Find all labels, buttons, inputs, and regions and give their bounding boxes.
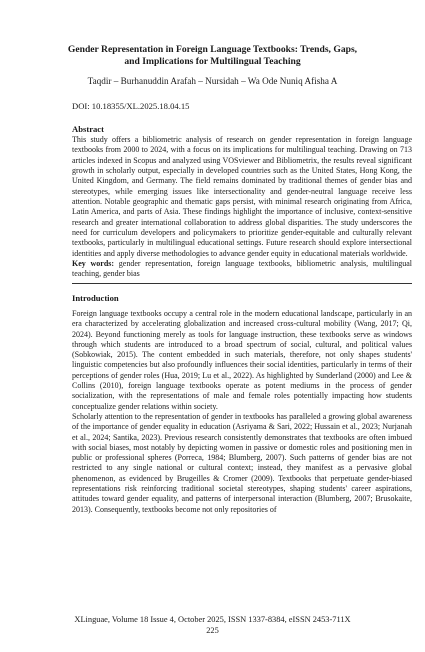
keywords xyxy=(72,259,412,280)
paper-title: Gender Representation in Foreign Language Textbooks: Trends, Gaps, and Implications for Multilingual Teaching xyxy=(67,44,358,67)
doi: DOI: 10.18355/XL.2025.18.04.15 xyxy=(72,101,190,111)
page-footer xyxy=(40,614,385,636)
abstract-heading: Abstract xyxy=(72,124,104,134)
introduction-body xyxy=(72,309,412,606)
intro-paragraph-1: Foreign language textbooks occupy a central role in the modern educational landscape, particularly in an era characterized by accelerating globalization and increased cross-cultural mobility (Wang, 2017; Qi, 2024). Beyond functioning merely as tools for language instruction, these textbooks serve as windows through which students are introduced to a broad spectrum of social, cultural, and political values (Sobkowiak, 2015). The content embedded in such materials, therefore, not only shapes students' linguistic competencies but also profoundly influences their social identities, particularly in terms of their perceptions of gender roles (Hua, 2019; Lu et al., 2022). As highlighted by Sunderland (2000) and Lee & Collins (2010), foreign language textbooks operate as potent mediums in the process of gender socialization, with the representations of male and female roles potentially impacting how students conceptualize gender relations within society. xyxy=(72,309,412,411)
intro-paragraph-2: Scholarly attention to the representation of gender in textbooks has paralleled a growing global awareness of the importance of gender equality in education (Asriyama & Sari, 2022; Hussain et al., 2023; Nurjanah et al., 2024; Santika, 2023). Previous research consistently demonstrates that textbooks are often imbued with social biases, most notably by depicting women in passive or domestic roles and positioning men in public or professional spheres (Porreca, 1984; Blumberg, 2007). Such patterns of gender bias are not restricted to any single national or cultural context; instead, they manifest as a pervasive global phenomenon, as evidenced by Brugeilles & Cromer (2009). Textbooks that perpetuate gender-biased representations risk reinforcing traditional societal stereotypes, shaping students' career aspirations, attitudes toward gender equality, and patterns of interpersonal interaction (Blumberg, 2007; Brusokaite, 2013). Consequently, textbooks become not only repositories of xyxy=(72,411,412,514)
keywords-text: gender representation, foreign language textbooks, bibliometric analysis, multilingual teaching, gender bias xyxy=(72,259,413,279)
abstract-section xyxy=(72,124,412,280)
author-list: Taqdir – Burhanuddin Arafah – Nursidah – Wa Ode Nuniq Afisha A xyxy=(87,76,338,86)
journal-footer-line: XLinguae, Volume 18 Issue 4, October 2025, ISSN 1337-8384, eISSN 2453-711X xyxy=(74,615,351,624)
introduction-heading: Introduction xyxy=(72,293,119,303)
abstract-text: This study offers a bibliometric analysis of research on gender representation in foreign language textbooks from 2000 to 2024, with a focus on its implications for multilingual teaching. Drawing on 713 articles indexed in Scopus and analyzed using VOSviewer and Bibliometrix, the results reveal significant growth in scholarly output, especially in developed countries such as the United States, Hong Kong, the United Kingdom, and Germany. The field remains dominated by traditional themes of gender bias and stereotypes, while emerging issues like intersectionality and gender-neutral language receive less attention. Notable geographic and thematic gaps persist, with minimal research originating from Africa, Latin America, and parts of Asia. These findings highlight the importance of inclusive, context-sensitive research and greater international collaboration to address global disparities. The study underscores the need for curriculum developers and policymakers to prioritize gender-equitable and culturally relevant textbooks, particularly in multilingual educational settings. Future research should explore intersectional identities and apply diverse methodologies to advance gender equity in educational materials worldwide. xyxy=(72,135,412,258)
keywords-label: Key words: xyxy=(72,259,115,269)
page-number: 225 xyxy=(206,626,219,635)
section-divider xyxy=(72,283,412,284)
